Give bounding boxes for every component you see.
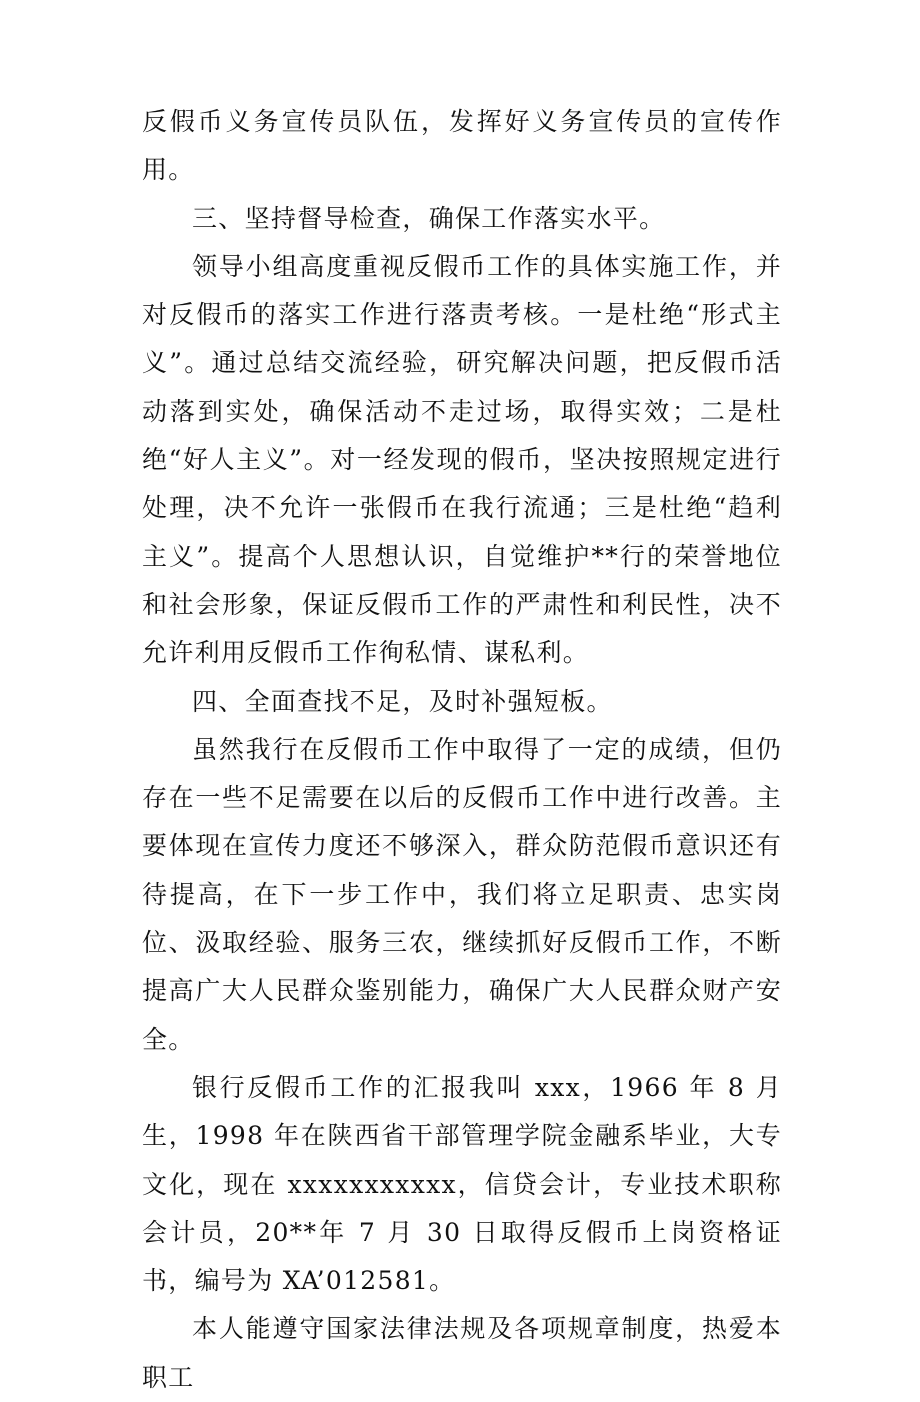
section-heading-3: 三、坚持督导检查，确保工作落实水平。 (192, 203, 666, 233)
paragraph-continuation: 反假币义务宣传员队伍，发挥好义务宣传员的宣传作用。 (142, 107, 782, 185)
paragraph-personal-info: 银行反假币工作的汇报我叫 xxx，1966 年 8 月生，1998 年在陕西省干部管理学院金融系毕业，大专文化，现在 xxxxxxxxxxx，信贷会计，专业技术职称会计员，20**年 7 月 30 日取得反假币上岗资格证书，编号为 XA’012581。 (142, 1072, 782, 1296)
paragraph-supervision: 领导小组高度重视反假币工作的具体实施工作，并对反假币的落实工作进行落责考核。一是杜绝“形式主义”。通过总结交流经验，研究解决问题，把反假币活动落到实处，确保活动不走过场，取得实效；二是杜绝“好人主义”。对一经发现的假币，坚决按照规定进行处理，决不允许一张假币在我行流通；三是杜绝“趋利主义”。提高个人思想认识，自觉维护**行的荣誉地位和社会形象，保证反假币工作的严肃性和利民性，决不允许利用反假币工作徇私情、谋私利。 (142, 251, 782, 668)
paragraph-shortcomings: 虽然我行在反假币工作中取得了一定的成绩，但仍存在一些不足需要在以后的反假币工作中进行改善。主要体现在宣传力度还不够深入，群众防范假币意识还有待提高，在下一步工作中，我们将立足职责、忠实岗位、汲取经验、服务三农，继续抓好反假币工作，不断提高广大人民群众鉴别能力，确保广大人民群众财产安全。 (142, 734, 782, 1054)
document-body (142, 98, 782, 1402)
section-heading-4: 四、全面查找不足，及时补强短板。 (192, 686, 613, 716)
paragraph-compliance: 本人能遵守国家法律法规及各项规章制度，热爱本职工 (142, 1314, 782, 1392)
